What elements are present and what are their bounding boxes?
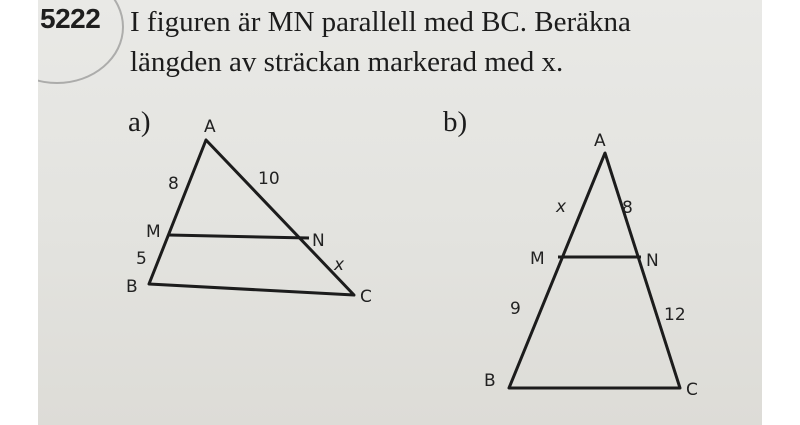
problem-text-line-1: I figuren är MN parallell med BC. Beräkna	[130, 6, 631, 38]
figure-a-label: a)	[128, 106, 151, 138]
figure-a-label-am: 8	[168, 174, 179, 194]
problem-number: 5222	[40, 3, 101, 34]
figure-a-label-an: 10	[258, 169, 280, 189]
figure-b-vertex-a: A	[594, 131, 606, 151]
textbook-page	[38, 0, 762, 425]
figure-a-label-nc: x	[334, 255, 345, 275]
figure-b-label: b)	[443, 106, 468, 138]
figure-b-label-am: x	[556, 197, 567, 217]
figure-b-vertex-b: B	[484, 371, 496, 391]
figure-a-vertex-a: A	[204, 117, 216, 137]
figure-a	[126, 117, 372, 307]
figure-a-label-mb: 5	[136, 249, 147, 269]
figure-b-label-nc: 12	[664, 305, 686, 325]
triangle-figures	[38, 0, 762, 425]
figure-b-label-mb: 9	[510, 299, 521, 319]
figure-b-vertex-c: C	[686, 380, 698, 400]
problem-text-line-2: längden av sträckan markerad med x.	[130, 46, 564, 78]
figure-a-triangle	[149, 140, 354, 295]
figure-a-vertex-n: N	[312, 231, 325, 251]
figure-a-vertex-b: B	[126, 277, 138, 297]
figure-a-mn-segment	[169, 235, 309, 238]
figure-b-vertex-m: M	[530, 249, 545, 269]
figure-b-label-an: 8	[622, 198, 633, 218]
figure-b-vertex-n: N	[646, 251, 659, 271]
figure-b	[484, 131, 698, 400]
figure-a-vertex-c: C	[360, 287, 372, 307]
figure-a-vertex-m: M	[146, 222, 161, 242]
